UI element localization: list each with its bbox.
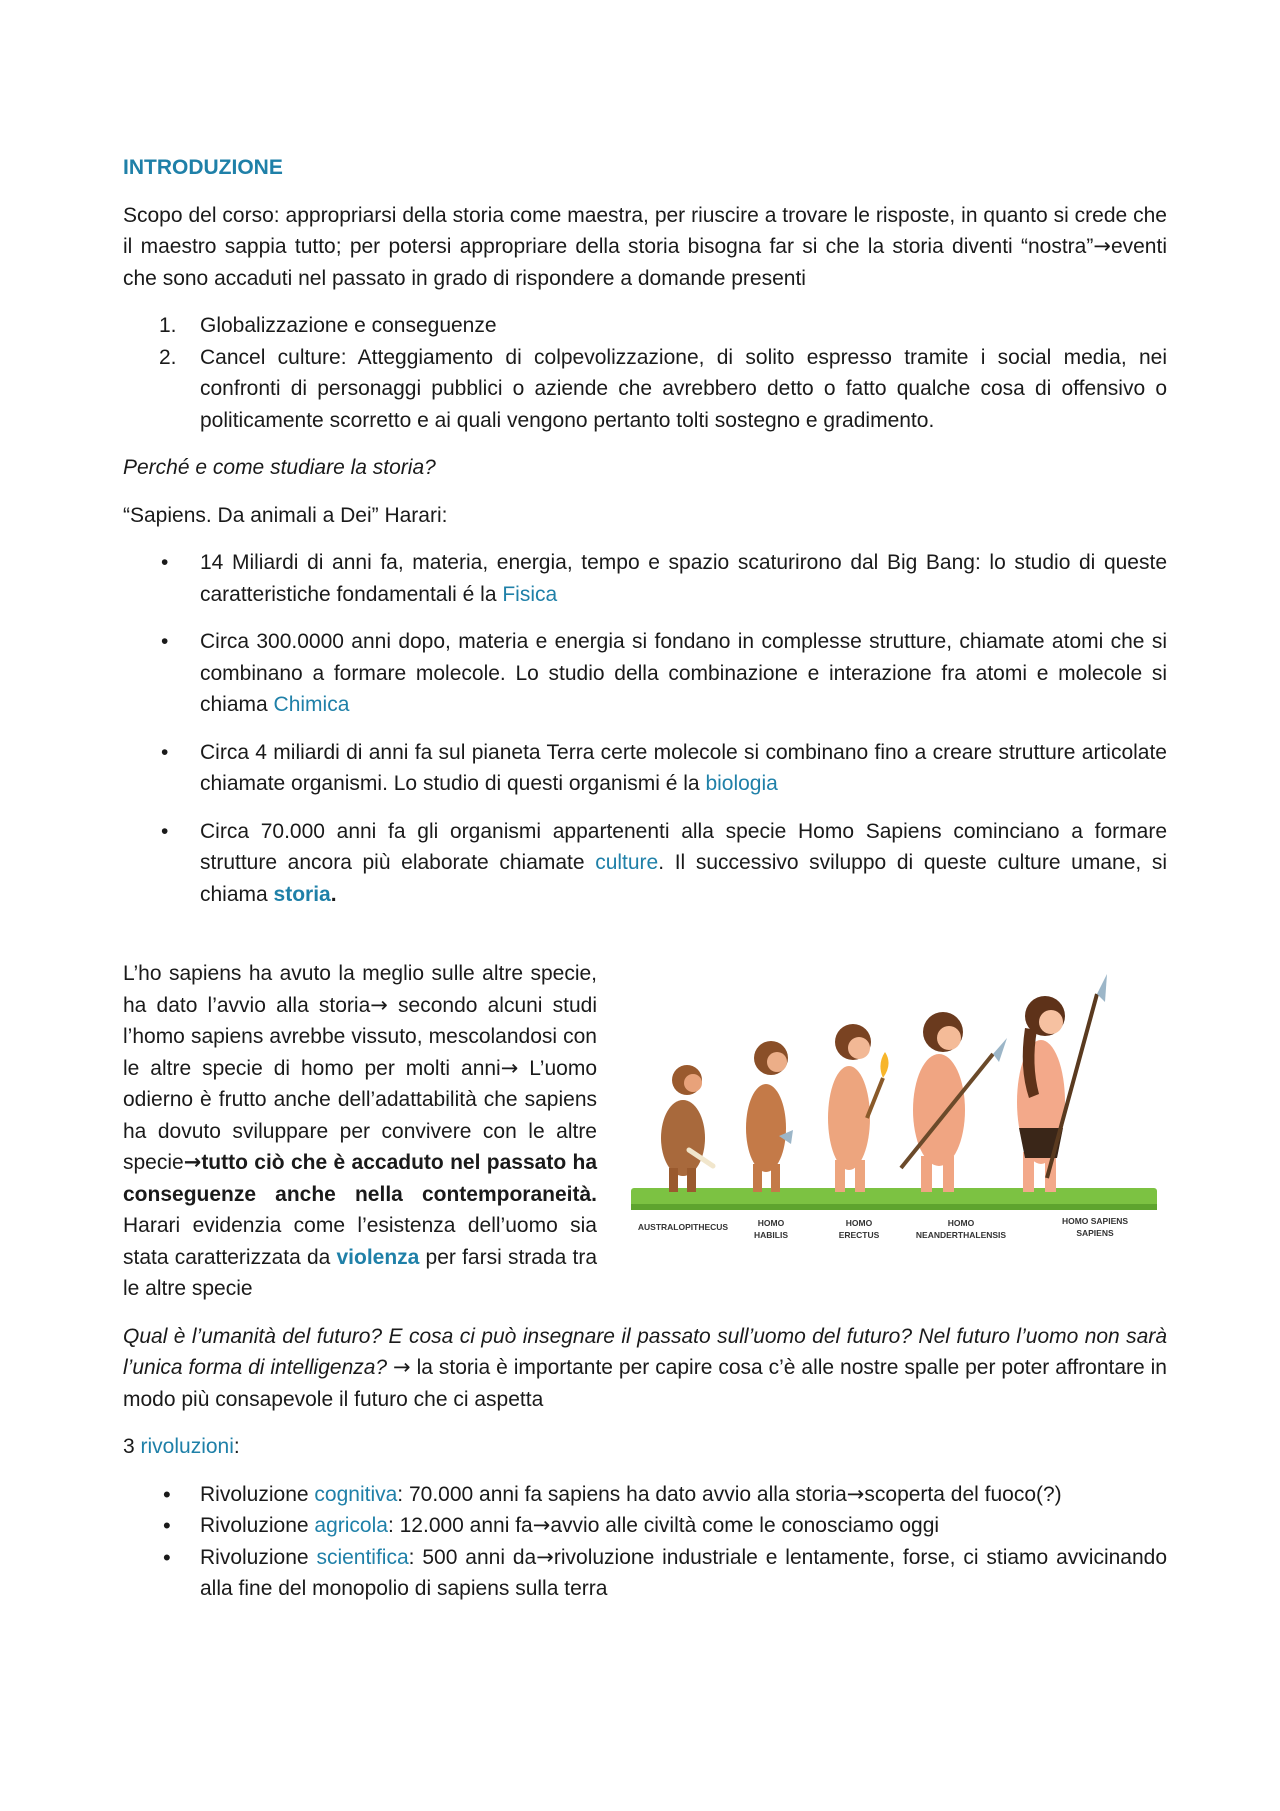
bullet-icon: • — [163, 1544, 171, 1570]
list-item: 2. Cancel culture: Atteggiamento di colpevolizzazione, di solito espresso tramite i social media, nei confronti di personaggi pubblici o aziende che avrebbero detto o fatto qualche cosa di offensivo o politicamente scorretto e ai quali vengono pertanto tolti sostegno e gradimento. — [159, 345, 1167, 432]
keyword: agricola — [314, 1514, 388, 1537]
revolutions-list — [123, 1479, 1167, 1605]
list-item: 1. Globalizzazione e conseguenze — [159, 314, 497, 337]
document-page — [123, 152, 1167, 1605]
evolution-illustration — [621, 968, 1167, 1280]
arrow-icon: → — [393, 1355, 411, 1379]
figure-label: ERECTUS — [838, 1230, 880, 1240]
list-item: • Rivoluzione scientifica: 500 anni da→rivoluzione industriale e lentamente, forse, ci stiamo avvicinando alla fine del monopolio di sapiens sulla terra — [123, 1542, 1167, 1605]
keyword: rivoluzioni — [140, 1435, 234, 1458]
bullet-icon: • — [161, 819, 169, 843]
figure-label: AUSTRALOPITHECUS — [637, 1222, 729, 1232]
keyword: storia — [273, 882, 331, 906]
homo-neanderthalensis-figure — [901, 1012, 1007, 1192]
bullet-list — [123, 547, 1167, 910]
arrow-icon: → — [846, 1481, 865, 1506]
arrow-icon: → — [183, 1150, 202, 1174]
australopithecus-figure — [661, 1065, 713, 1192]
homo-sapiens-figure — [1017, 974, 1107, 1192]
list-item: • Rivoluzione cognitiva: 70.000 anni fa sapiens ha dato avvio alla storia→scoperta del fuoco(?) — [123, 1479, 1167, 1511]
keyword: culture — [595, 851, 659, 874]
keyword: violenza — [336, 1245, 420, 1269]
homo-erectus-figure — [828, 1024, 889, 1192]
numbered-list — [123, 310, 1167, 436]
bullet-icon: • — [161, 551, 169, 574]
list-item: • Circa 4 miliardi di anni fa sul pianeta Terra certe molecole si combinano fino a creare strutture articolate chiamate organismi. Lo studio di questi organismi é la biologia — [123, 737, 1167, 800]
keyword: biologia — [705, 772, 778, 795]
homo-habilis-figure — [746, 1041, 793, 1192]
bullet-icon: • — [161, 740, 169, 764]
figure-label: NEANDERTHALENSIS — [915, 1230, 1007, 1240]
keyword: scientifica — [316, 1545, 409, 1569]
list-item: • Circa 70.000 anni fa gli organismi appartenenti alla specie Homo Sapiens cominciano a formare strutture ancora più elaborate chiamate culture. Il successivo sviluppo di queste culture umane, si chiama storia. — [123, 816, 1167, 911]
list-item: • Rivoluzione agricola: 12.000 anni fa→avvio alle civiltà come le conosciamo oggi — [123, 1510, 1167, 1542]
list-item: • Circa 300.0000 anni dopo, materia e energia si fondano in complesse strutture, chiamate atomi che si combinano a formare molecole. Lo studio della combinazione e interazione fra atomi e molecole si chiama Chimica — [123, 626, 1167, 721]
keyword: cognitiva — [314, 1482, 398, 1506]
future-paragraph: Qual è l’umanità del futuro? E cosa ci può insegnare il passato sull’uomo del futuro? Nel futuro l’uomo non sarà l’unica forma di intelligenza? → la storia è importante per capire cosa c’è alle nostre spalle per poter affrontare in modo più consapevole il futuro che ci aspetta — [123, 1324, 1167, 1411]
bullet-icon: • — [163, 1513, 171, 1538]
bullet-icon: • — [163, 1481, 171, 1507]
keyword: Fisica — [502, 582, 558, 606]
figure-label: HOMO — [947, 1218, 975, 1228]
revolutions-title: 3 rivoluzioni: — [123, 1435, 240, 1458]
arrow-icon: → — [532, 1513, 551, 1537]
question-line: Perché e come studiare la storia? — [123, 456, 436, 479]
intro-paragraph: Scopo del corso: appropriarsi della storia come maestra, per riuscire a trovare le risposte, in quanto si crede che il maestro sappia tutto; per potersi appropriare della storia bisogna far si che la storia diventi “nostra”→eventi che sono accaduti nel passato in grado di rispondere a domande presenti — [123, 203, 1167, 290]
book-reference: “Sapiens. Da animali a Dei” Harari: — [123, 503, 448, 527]
arrow-icon: → — [370, 992, 388, 1017]
sapiens-section — [123, 958, 1167, 1305]
bullet-icon: • — [161, 630, 169, 653]
sapiens-paragraph: L’ho sapiens ha avuto la meglio sulle altre specie, ha dato l’avvio alla storia→ secondo alcuni studi l’homo sapiens avrebbe vissuto, mescolandosi con le altre specie di homo per molti anni→ L’uomo odierno è frutto anche dell’adattabilità che sapiens ha dovuto sviluppare per convivere con le altre specie→tutto ciò che è accaduto nel passato ha conseguenze anche nella contemporaneità. Harari evidenzia come l’esistenza dell’uomo sia stata caratterizzata da violenza per farsi strada tra le altre specie — [123, 962, 598, 1300]
figure-label: HOMO — [757, 1218, 785, 1228]
figure-label: SAPIENS — [1076, 1228, 1114, 1238]
figure-label: HOMO SAPIENS — [1061, 1216, 1129, 1226]
keyword: Chimica — [273, 693, 350, 716]
figure-label: HOMO — [845, 1218, 873, 1228]
arrow-icon: → — [1093, 234, 1111, 258]
arrow-icon: → — [500, 1055, 519, 1080]
list-item: • 14 Miliardi di anni fa, materia, energia, tempo e spazio scaturirono dal Big Bang: lo studio di queste caratteristiche fondamentali é la Fisica — [123, 547, 1167, 610]
section-heading: INTRODUZIONE — [123, 156, 283, 179]
arrow-icon: → — [536, 1544, 554, 1569]
figure-label: HABILIS — [754, 1230, 788, 1240]
